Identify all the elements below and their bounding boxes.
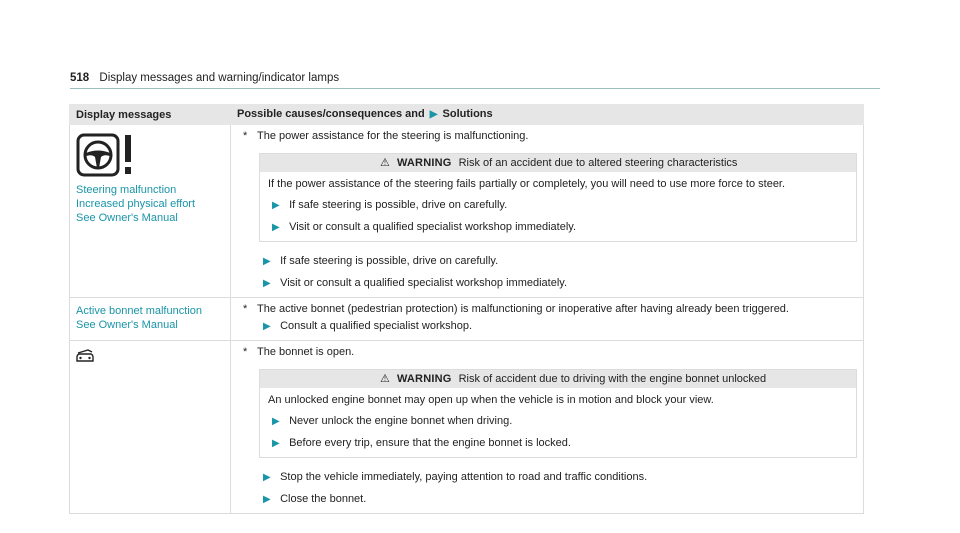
steering-wheel-exclamation-icon (76, 133, 168, 177)
play-arrow-icon: ▶ (263, 278, 271, 289)
causes-solutions-cell (231, 341, 864, 514)
col-header-causes-solutions (231, 105, 864, 125)
warning-body (260, 172, 856, 241)
play-arrow-icon: ▶ (272, 438, 280, 449)
solution-text: Visit or consult a qualified specialist workshop immediately. (280, 277, 568, 289)
solution-item (237, 470, 857, 485)
causes-solutions-cell (231, 125, 864, 298)
display-message-cell (70, 125, 231, 298)
warning-triangle-icon: ⚠ (380, 157, 390, 169)
warning-body-text: An unlocked engine bonnet may open up when the vehicle is in motion and block your view. (268, 394, 714, 406)
table-row (70, 341, 864, 514)
play-arrow-icon: ▶ (263, 494, 271, 505)
warning-title: Risk of an accident due to altered steering characteristics (458, 157, 738, 169)
solution-text: Stop the vehicle immediately, paying attention to road and traffic conditions. (280, 471, 648, 483)
play-arrow-icon: ▶ (272, 200, 280, 211)
message-text: Increased physical effort (76, 198, 196, 210)
warning-label: WARNING (396, 373, 452, 385)
solution-text: Close the bonnet. (280, 493, 367, 505)
play-arrow-icon: ▶ (263, 321, 271, 332)
col-header-solutions-text: Solutions (442, 108, 493, 120)
solution-item (268, 198, 848, 213)
warning-body-text: If the power assistance of the steering fails partially or completely, you will need to use more force to steer. (268, 178, 786, 190)
cause-text: The active bonnet (pedestrian protection) is malfunctioning or inoperative after having already been triggered. (257, 303, 789, 315)
causes-solutions-cell (231, 298, 864, 341)
solution-text: Consult a qualified specialist workshop. (280, 320, 473, 332)
cause-line (237, 302, 857, 316)
display-messages-table (69, 104, 864, 514)
play-arrow-icon: ▶ (272, 416, 280, 427)
play-arrow-icon: ▶ (429, 109, 438, 120)
warning-triangle-icon: ⚠ (380, 373, 390, 385)
solution-text: If safe steering is possible, drive on carefully. (289, 199, 508, 211)
header-rule (70, 88, 880, 89)
solution-item (237, 276, 857, 291)
solution-item (268, 220, 848, 235)
col-header-causes-text: Possible causes/consequences and (237, 108, 425, 120)
solution-item (237, 254, 857, 269)
table-row (70, 298, 864, 341)
message-text: Active bonnet malfunction (76, 305, 202, 317)
solution-text: Before every trip, ensure that the engine bonnet is locked. (289, 437, 571, 449)
table-row (70, 125, 864, 298)
display-message-cell (70, 298, 231, 341)
page-number: 518 (70, 72, 90, 84)
solution-item (237, 319, 857, 334)
table-header-row (70, 105, 864, 125)
solution-text: Never unlock the engine bonnet when driving. (289, 415, 513, 427)
warning-label: WARNING (396, 157, 452, 169)
solution-item (237, 492, 857, 507)
solution-text: If safe steering is possible, drive on carefully. (280, 255, 499, 267)
play-arrow-icon: ▶ (263, 472, 271, 483)
cause-star: * (243, 130, 248, 142)
message-text: See Owner's Manual (76, 212, 178, 224)
cause-line (237, 345, 857, 359)
play-arrow-icon: ▶ (272, 222, 280, 233)
page-title: Display messages and warning/indicator lamps (99, 72, 340, 84)
cause-text: The bonnet is open. (257, 346, 355, 358)
display-message-cell (70, 341, 231, 514)
warning-header (260, 370, 856, 388)
warning-title: Risk of accident due to driving with the engine bonnet unlocked (458, 373, 767, 385)
car-bonnet-open-icon (76, 349, 94, 363)
play-arrow-icon: ▶ (263, 256, 271, 267)
cause-star: * (243, 346, 248, 358)
message-text: Steering malfunction (76, 184, 177, 196)
cause-star: * (243, 303, 248, 315)
warning-body (260, 388, 856, 457)
cause-text: The power assistance for the steering is malfunctioning. (257, 130, 529, 142)
col-header-display-messages: Display messages (70, 105, 231, 125)
warning-box (259, 369, 857, 458)
message-text: See Owner's Manual (76, 319, 178, 331)
solution-text: Visit or consult a qualified specialist workshop immediately. (289, 221, 577, 233)
page-header (70, 72, 339, 84)
cause-line (237, 129, 857, 143)
solution-item (268, 436, 848, 451)
solution-item (268, 414, 848, 429)
warning-header (260, 154, 856, 172)
warning-box (259, 153, 857, 242)
